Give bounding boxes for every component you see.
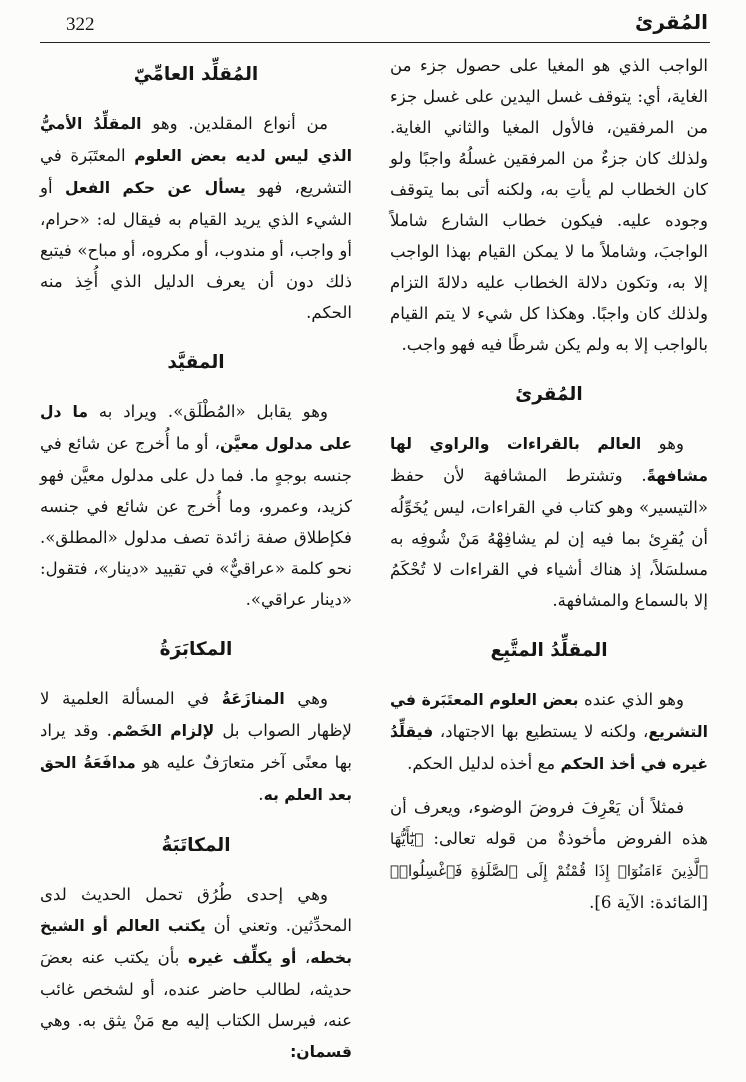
muttabi-bold-2: فيقلِّدُ غيره في أخذ الحكم [390, 723, 708, 773]
muqayyad-text-2: ، أو ما أُخرج عن شائع في جنسه بوجهٍ ما. فما دل على مدلول معيَّن فهو كزيد، وعمرو، وما أُخرج عن شائع في جنسه فكإطلاق صفة زائدة تصف مدلول «المطلق». نحو كلمة «عراقيٌّ» في تقييد «دينار»، فتقول: «دينار عراقي». [40, 434, 352, 609]
mukataba-bold-2: أو يكلِّف غيره [188, 949, 297, 967]
mukataba-bold-3: قسمان: [290, 1043, 352, 1061]
mukabara-bold-3: مدافَعَةُ الحق بعد العلم به [40, 754, 352, 804]
example-text: فمثلاً أن يَعْرِفَ فروضَ الوضوء، ويعرف أن هذه الفروض مأخوذةٌ من قوله تعالى: [390, 798, 708, 848]
mukabara-bold-2: لإلزام الخَصْم [111, 722, 215, 740]
entry-title-muqayyad: المقيَّد [167, 352, 225, 373]
entry-title-muqri: المُقرئ [515, 384, 583, 405]
muttabi-bold-1: بعض العلوم المعتَبَرة في التشريع [390, 691, 708, 741]
quran-reference: [المَائدة: الآية 6]. [589, 893, 708, 912]
ammi-text-3: أو الشيء الذي يريد القيام به فيقال له: «حرام، أو واجب، أو مندوب، أو مكروه، أو مباح» فيتبع ذلك دون أن يعرف الدليل الذي أُخِذ منه الحكم. [40, 178, 352, 322]
right-column [390, 42, 708, 918]
mukataba-text-1: وهي إحدى طُرُق تحمل الحديث لدى المحدِّثين. وتعني أن [40, 885, 352, 935]
muqayyad-paragraph [40, 396, 352, 615]
mukabara-text-3: . وقد يراد بها معنًى آخر متعارَفٌ عليه هو [40, 721, 352, 772]
intro-paragraph: الواجب الذي هو المغيا على حصول جزء من الغاية، أي: يتوقف غسل اليدين على غسل جزء من المرفقين، فالأول المغيا والثاني الغاية. ولذلك كان جزءٌ من المرفقين غسلُهُ واجبًا ولو كان الخطاب لم يأتِ به، ولكنه أتى بما يتوقف وجوده عليه. فيكون خطاب الشارع شاملاً الواجبَ، وشاملاً ما لا يمكن القيام بهذا الواجب إلا به، وتكون دلالة الخطاب عليه دلالةَ التزام ولذلك كان واجبًا. وهكذا كل شيء لا يتم القيام بالواجب إلا به ولم يكن شرطًا فيه فهو واجب. [390, 56, 708, 354]
mukabara-text-1: وهي [284, 689, 328, 708]
quran-verse: ﴿يَٰٓأَيُّهَا ٱلَّذِينَ ءَامَنُوٓا۟ إِذَا قُمْتُمْ إِلَى ٱلصَّلَوٰةِ فَٱغْسِلُوا۟﴾ [390, 830, 708, 880]
ammi-bold-1: المقلِّدُ الأميُّ الذي ليس لديه بعض العلوم [40, 115, 352, 165]
ammi-bold-2: يسأل عن حكم الفعل [64, 179, 246, 197]
mukabara-text-2: في المسألة العلمية لا لإظهار الصواب بل [40, 689, 352, 740]
mukataba-bold-1: يكتب العالم أو الشيخ بخطه [40, 917, 352, 967]
mukataba-text-3: بأن يكتب عنه بعضَ حديثه، لطالب حاضر عنده، أو لشخص غائب عنه، فيرسل الكتاب إليه مع مَنْ يثق به. وهي [40, 948, 352, 1030]
muqri-paragraph [390, 428, 708, 616]
ammi-text-2: المعتَبَرة في التشريع، فهو [40, 146, 352, 197]
page-number: 322 [66, 14, 95, 35]
page-header [40, 8, 710, 43]
muqri-bold: العالم بالقراءات والراوي لها مشافهةً [390, 435, 708, 485]
example-paragraph [390, 792, 708, 918]
entry-title-muqallid-muttabi: المقلِّدُ المتَّبِع [490, 640, 608, 661]
muttabi-text-2: ، ولكنه لا يستطيع بها الاجتهاد، [433, 722, 649, 741]
mukabara-text-4: . [258, 785, 264, 804]
left-column [40, 42, 352, 1068]
muttabi-text-1: وهو الذي عنده [578, 690, 684, 709]
muqri-text-2: . وتشترط المشافهة لأن حفظ «التيسير» وهو كتاب في القراءات، ليس يُخَوِّلُه أن يُقرِئ بما فيه إن لم يشافِهْهُ مَنْ شُوفِه به مسلسَلاً، إذ هناك أشياء في القراءات لا تُحْكَمُ إلا بالسماع والمشافهة. [390, 466, 708, 610]
entry-title-mukabara: المكابَرَةُ [159, 639, 233, 660]
mukataba-text-2: ، [296, 948, 311, 967]
muqayyad-text-1: وهو يقابل «المُطْلَق». ويراد به [88, 402, 328, 421]
mukabara-paragraph [40, 683, 352, 811]
ammi-paragraph [40, 108, 352, 328]
mukabara-bold-1: المنازَعَةُ [221, 690, 285, 708]
running-title: المُقرئ [635, 10, 708, 34]
muttabi-paragraph [390, 684, 708, 780]
muttabi-text-3: مع أخذه لدليل الحكم. [407, 754, 561, 773]
ammi-text-1: من أنواع المقلدين. وهو [141, 114, 328, 133]
muqri-text-1: وهو [641, 434, 684, 453]
entry-title-muqallid-ammi: المُقلِّد العامِّيّ [133, 64, 259, 85]
muqayyad-bold: ما دل على مدلول معيَّن [40, 403, 352, 453]
mukataba-paragraph [40, 879, 352, 1068]
entry-title-mukataba: المكاتَبَةُ [161, 835, 231, 856]
